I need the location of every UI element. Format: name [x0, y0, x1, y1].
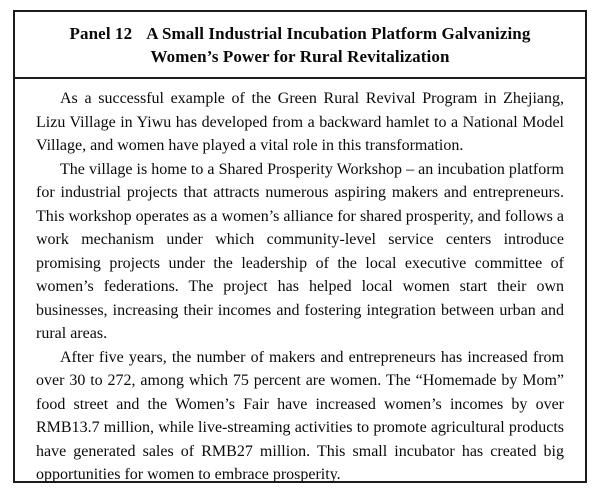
panel-title-line-1 [15, 22, 585, 45]
paragraph-3: After five years, the number of makers and entrepreneurs has increased from over 30 to 272, among which 75 percent are women. The “Homemade by Mom” food street and the Women’s Fair have increased women’s incomes by over RMB13.7 million, while live-streaming activities to promote agricultural products have generated sales of RMB27 million. This small incubator has created big opportunities for women to embrace prosperity. [36, 348, 564, 483]
panel-title-text-2: Women’s Power for Rural Revitalization [150, 47, 450, 66]
paragraph-1: As a successful example of the Green Rural Revival Program in Zhejiang, Lizu Village in Yiwu has developed from a backward hamlet to a National Model Village, and women have played a vital role in this transformation. [36, 90, 564, 154]
paragraph-2: The village is home to a Shared Prosperity Workshop – an incubation platform for industrial projects that attracts numerous aspiring makers and entrepreneurs. This workshop operates as a women’s alliance for shared prosperity, and follows a work mechanism under which community-level service centers introduce promising projects under the leadership of the local executive committee of women’s federations. The project has helped local women start their own businesses, increasing their incomes and fostering integration between urban and rural areas. [36, 160, 564, 342]
panel-title-text-1: A Small Industrial Incubation Platform Galvanizing [146, 24, 531, 43]
panel-label: Panel 12 [69, 24, 133, 43]
panel-12-box [13, 10, 587, 483]
panel-title [15, 12, 585, 79]
panel-body [15, 79, 585, 487]
